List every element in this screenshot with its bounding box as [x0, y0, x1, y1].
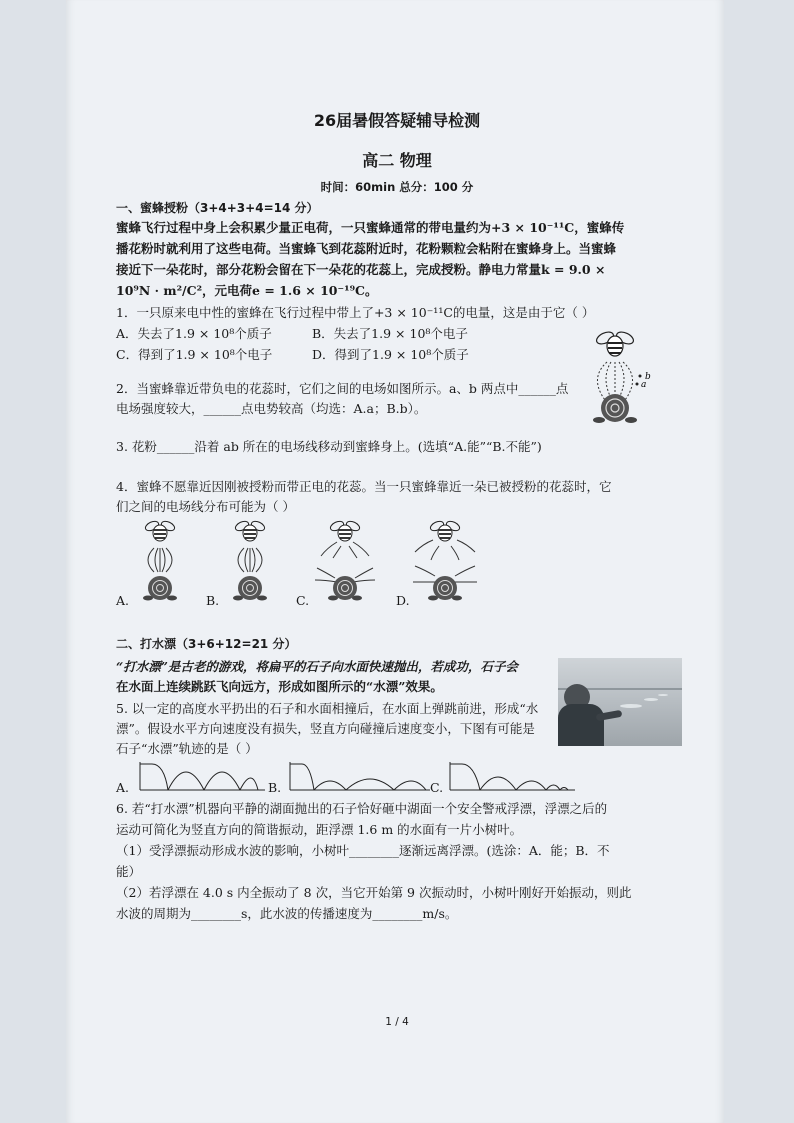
question-6-line: 能） — [116, 864, 142, 879]
bee-icon — [595, 330, 636, 356]
question-1-option-c[interactable]: C．得到了1.9 × 10⁸个电子 — [116, 347, 273, 362]
question-5-line: 石子“水漂”轨迹的是（ ） — [116, 741, 258, 756]
point-b-label: b — [645, 372, 651, 382]
question-6-line: （1）受浮漂振动形成水波的影响，小树叶________逐渐远离浮漂。(选涂：A．能；B．不 — [116, 843, 610, 858]
question-3-line: 3. 花粉______沿着 ab 所在的电场线移动到蜜蜂身上。(选填“A.能”“B.不能”) — [116, 439, 542, 454]
section1-intro-line: 接近下一朵花时，部分花粉会留在下一朵花的花蕊上，完成授粉。静电力常量k = 9.0 × — [116, 262, 606, 277]
option-c-figure — [315, 519, 375, 600]
question-1-stem: 1．一只原来电中性的蜜蜂在飞行过程中带上了+3 × 10⁻¹¹C的电量，这是由于它（ ） — [116, 305, 595, 320]
section2-intro-line: 在水面上连续跳跃飞向远方，形成如图所示的“水漂”效果。 — [116, 679, 443, 694]
section2-intro-line: “打水漂”是古老的游戏，将扁平的石子向水面快速抛出，若成功，石子会 — [116, 659, 518, 674]
option-d-figure — [413, 519, 477, 600]
question-4-option-d[interactable]: D. — [396, 593, 410, 608]
option-a-trajectory — [140, 762, 265, 790]
option-a-figure — [143, 519, 177, 600]
skipping-stone-photo — [558, 658, 682, 746]
question-1-option-d[interactable]: D．得到了1.9 × 10⁸个质子 — [312, 347, 469, 362]
section2-heading: 二、打水漂（3+6+12=21 分） — [116, 637, 297, 651]
question-6-line: （2）若浮漂在 4.0 s 内全振动了 8 次，当它开始第 9 次振动时，小树叶刚好开始振动，则此 — [116, 885, 632, 900]
question-6-line: 运动可简化为竖直方向的简谐振动，距浮漂 1.6 m 的水面有一片小树叶。 — [116, 822, 523, 837]
question-5-option-c[interactable]: C. — [430, 780, 444, 795]
question-5-option-b[interactable]: B. — [268, 780, 282, 795]
exam-meta: 时间：60min 总分：100 分 — [320, 180, 474, 194]
question-2-line: 电场强度较大，______点电势较高（均选：A.a；B.b）。 — [116, 401, 427, 416]
page-subtitle: 高二 物理 — [362, 151, 432, 170]
question-1-option-a[interactable]: A．失去了1.9 × 10⁸个质子 — [116, 326, 272, 341]
point-a-label: a — [641, 380, 647, 390]
flower-icon — [593, 394, 637, 423]
page-number: 1 / 4 — [385, 1016, 409, 1028]
question-4-option-c[interactable]: C. — [296, 593, 310, 608]
question-5-line: 5. 以一定的高度水平扔出的石子和水面相撞后，在水面上弹跳前进，形成“水 — [116, 701, 539, 716]
question-4-option-b[interactable]: B. — [206, 593, 220, 608]
question-4-line: 们之间的电场线分布可能为（ ） — [116, 499, 295, 514]
option-b-figure — [233, 519, 267, 600]
question-4-line: 4．蜜蜂不愿靠近因刚被授粉而带正电的花蕊。当一只蜜蜂靠近一朵已被授粉的花蕊时，它 — [116, 479, 612, 494]
question-5-trajectories — [130, 758, 590, 794]
option-b-trajectory — [290, 762, 430, 790]
section1-heading: 一、蜜蜂授粉（3+4+3+4=14 分） — [116, 201, 319, 215]
question-5-line: 漂”。假设水平方向速度没有损失，竖直方向碰撞后速度变小，下图有可能是 — [116, 721, 535, 736]
section1-intro-line: 播花粉时就利用了这些电荷。当蜜蜂飞到花蕊附近时，花粉颗粒会粘附在蜜蜂身上。当蜜蜂 — [116, 241, 617, 256]
question-4-option-a[interactable]: A. — [116, 593, 130, 608]
section1-intro-line: 10⁹N · m²/C²，元电荷e = 1.6 × 10⁻¹⁹C。 — [116, 283, 378, 298]
question-5-option-a[interactable]: A. — [116, 780, 130, 795]
question-6-line: 水波的周期为________s，此水波的传播速度为________m/s。 — [116, 906, 458, 921]
question-1-option-b[interactable]: B．失去了1.9 × 10⁸个电子 — [312, 326, 468, 341]
bee-flower-field-figure — [585, 328, 665, 428]
section1-intro-line: 蜜蜂飞行过程中身上会积累少量正电荷，一只蜜蜂通常的带电量约为+3 × 10⁻¹¹C，蜜蜂传 — [116, 220, 625, 235]
option-c-trajectory — [450, 762, 575, 790]
page-title: 26届暑假答疑辅导检测 — [313, 111, 481, 130]
question-6-line: 6. 若“打水漂”机器向平静的湖面抛出的石子恰好砸中湖面一个安全警戒浮漂，浮漂之后的 — [116, 801, 608, 816]
question-2-line: 2．当蜜蜂靠近带负电的花蕊时，它们之间的电场如图所示。a、b 两点中______点 — [116, 381, 569, 396]
